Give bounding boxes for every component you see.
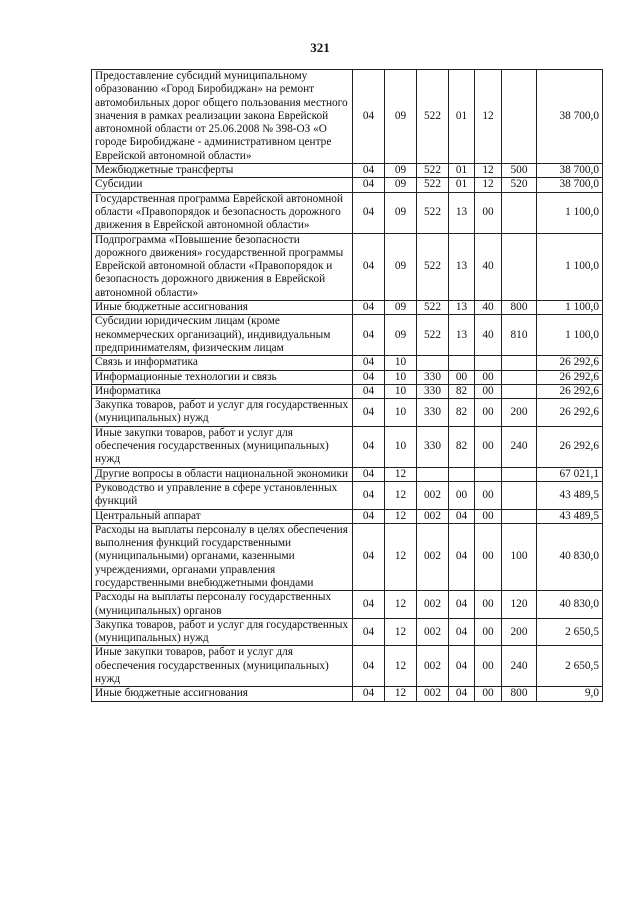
row-subsection-cell: 12 <box>385 523 417 590</box>
row-subsection-cell: 10 <box>385 356 417 370</box>
row-program-code-cell: 522 <box>417 178 449 192</box>
row-expense-type-cell <box>502 370 537 384</box>
row-subsection-cell: 09 <box>385 70 417 164</box>
row-name-cell: Другие вопросы в области национальной экономики <box>92 467 353 481</box>
row-name-cell: Иные бюджетные ассигнования <box>92 687 353 701</box>
table-row <box>92 426 603 467</box>
row-name-cell: Информационные технологии и связь <box>92 370 353 384</box>
row-name-cell: Закупка товаров, работ и услуг для государственных (муниципальных) нужд <box>92 618 353 646</box>
row-subprogram-code-cell: 04 <box>449 523 475 590</box>
table-row <box>92 399 603 427</box>
row-amount-cell: 26 292,6 <box>537 426 603 467</box>
row-program-code-cell: 002 <box>417 646 449 687</box>
row-program-code-cell: 522 <box>417 315 449 356</box>
row-amount-cell: 2 650,5 <box>537 646 603 687</box>
row-subsection-cell: 10 <box>385 399 417 427</box>
row-subsection-cell: 09 <box>385 192 417 233</box>
row-direction-code-cell: 00 <box>475 481 502 509</box>
row-section-cell: 04 <box>353 618 385 646</box>
row-name-cell: Центральный аппарат <box>92 509 353 523</box>
row-program-code-cell: 330 <box>417 384 449 398</box>
row-program-code-cell: 002 <box>417 481 449 509</box>
row-name-cell: Расходы на выплаты персоналу в целях обеспечения выполнения функций государственными (муниципальными) органами, казенными учреждениями, органами управления государственными внебюджетными фондами <box>92 523 353 590</box>
row-section-cell: 04 <box>353 315 385 356</box>
row-expense-type-cell: 200 <box>502 618 537 646</box>
row-name-cell: Иные закупки товаров, работ и услуг для обеспечения государственных (муниципальных) нужд <box>92 426 353 467</box>
row-subprogram-code-cell: 13 <box>449 233 475 300</box>
row-program-code-cell <box>417 356 449 370</box>
row-program-code-cell <box>417 467 449 481</box>
row-subsection-cell: 12 <box>385 687 417 701</box>
row-amount-cell: 1 100,0 <box>537 315 603 356</box>
row-program-code-cell: 002 <box>417 618 449 646</box>
row-expense-type-cell: 100 <box>502 523 537 590</box>
row-section-cell: 04 <box>353 178 385 192</box>
table-row <box>92 384 603 398</box>
row-program-code-cell: 522 <box>417 233 449 300</box>
row-subprogram-code-cell: 01 <box>449 70 475 164</box>
row-subsection-cell: 12 <box>385 481 417 509</box>
table-row <box>92 315 603 356</box>
row-expense-type-cell: 800 <box>502 301 537 315</box>
row-expense-type-cell: 240 <box>502 426 537 467</box>
row-section-cell: 04 <box>353 646 385 687</box>
table-row <box>92 70 603 164</box>
row-subsection-cell: 12 <box>385 646 417 687</box>
budget-table <box>91 69 603 702</box>
row-direction-code-cell: 00 <box>475 591 502 619</box>
row-direction-code-cell: 12 <box>475 164 502 178</box>
row-direction-code-cell: 00 <box>475 509 502 523</box>
row-section-cell: 04 <box>353 467 385 481</box>
row-subprogram-code-cell: 04 <box>449 646 475 687</box>
row-expense-type-cell <box>502 356 537 370</box>
row-section-cell: 04 <box>353 70 385 164</box>
row-section-cell: 04 <box>353 192 385 233</box>
row-section-cell: 04 <box>353 426 385 467</box>
row-direction-code-cell: 40 <box>475 301 502 315</box>
row-name-cell: Иные бюджетные ассигнования <box>92 301 353 315</box>
row-amount-cell: 1 100,0 <box>537 192 603 233</box>
row-program-code-cell: 522 <box>417 192 449 233</box>
row-expense-type-cell <box>502 70 537 164</box>
row-program-code-cell: 330 <box>417 426 449 467</box>
table-row <box>92 467 603 481</box>
row-subsection-cell: 12 <box>385 618 417 646</box>
row-direction-code-cell <box>475 356 502 370</box>
row-subsection-cell: 12 <box>385 591 417 619</box>
row-subprogram-code-cell: 04 <box>449 618 475 646</box>
row-subsection-cell: 10 <box>385 426 417 467</box>
row-expense-type-cell: 240 <box>502 646 537 687</box>
row-name-cell: Связь и информатика <box>92 356 353 370</box>
row-amount-cell: 1 100,0 <box>537 301 603 315</box>
row-direction-code-cell: 00 <box>475 370 502 384</box>
row-section-cell: 04 <box>353 164 385 178</box>
table-row <box>92 164 603 178</box>
row-program-code-cell: 330 <box>417 370 449 384</box>
table-row <box>92 233 603 300</box>
row-subprogram-code-cell: 13 <box>449 315 475 356</box>
row-expense-type-cell: 800 <box>502 687 537 701</box>
row-section-cell: 04 <box>353 509 385 523</box>
row-expense-type-cell <box>502 467 537 481</box>
row-subsection-cell: 12 <box>385 509 417 523</box>
row-subprogram-code-cell: 00 <box>449 481 475 509</box>
table-row <box>92 481 603 509</box>
table-row <box>92 370 603 384</box>
row-expense-type-cell <box>502 233 537 300</box>
table-row <box>92 178 603 192</box>
row-expense-type-cell: 520 <box>502 178 537 192</box>
row-direction-code-cell: 00 <box>475 523 502 590</box>
row-subprogram-code-cell: 04 <box>449 591 475 619</box>
row-amount-cell: 9,0 <box>537 687 603 701</box>
row-amount-cell: 40 830,0 <box>537 591 603 619</box>
row-expense-type-cell: 810 <box>502 315 537 356</box>
row-subprogram-code-cell: 04 <box>449 687 475 701</box>
row-name-cell: Субсидии юридическим лицам (кроме некоммерческих организаций), индивидуальным предпринимателям, физическим лицам <box>92 315 353 356</box>
row-direction-code-cell: 00 <box>475 426 502 467</box>
row-program-code-cell: 522 <box>417 70 449 164</box>
row-direction-code-cell: 00 <box>475 192 502 233</box>
row-subprogram-code-cell: 82 <box>449 399 475 427</box>
row-subprogram-code-cell <box>449 356 475 370</box>
row-direction-code-cell: 40 <box>475 315 502 356</box>
row-amount-cell: 26 292,6 <box>537 399 603 427</box>
row-section-cell: 04 <box>353 233 385 300</box>
row-direction-code-cell: 12 <box>475 178 502 192</box>
row-section-cell: 04 <box>353 591 385 619</box>
row-subprogram-code-cell: 01 <box>449 178 475 192</box>
row-section-cell: 04 <box>353 399 385 427</box>
row-amount-cell: 67 021,1 <box>537 467 603 481</box>
table-row <box>92 646 603 687</box>
row-amount-cell: 43 489,5 <box>537 509 603 523</box>
row-expense-type-cell: 200 <box>502 399 537 427</box>
row-program-code-cell: 002 <box>417 523 449 590</box>
row-amount-cell: 40 830,0 <box>537 523 603 590</box>
table-row <box>92 523 603 590</box>
row-amount-cell: 1 100,0 <box>537 233 603 300</box>
row-subprogram-code-cell: 01 <box>449 164 475 178</box>
budget-table-body <box>92 70 603 702</box>
row-amount-cell: 26 292,6 <box>537 356 603 370</box>
row-direction-code-cell <box>475 467 502 481</box>
row-amount-cell: 38 700,0 <box>537 178 603 192</box>
row-amount-cell: 38 700,0 <box>537 70 603 164</box>
row-name-cell: Закупка товаров, работ и услуг для государственных (муниципальных) нужд <box>92 399 353 427</box>
page-number: 321 <box>310 40 330 55</box>
row-amount-cell: 38 700,0 <box>537 164 603 178</box>
row-subsection-cell: 09 <box>385 301 417 315</box>
row-subprogram-code-cell: 13 <box>449 192 475 233</box>
table-row <box>92 356 603 370</box>
row-name-cell: Предоставление субсидий муниципальному образованию «Город Биробиджан» на ремонт автомобильных дорог общего пользования местного значения в рамках реализации закона Еврейской автономной области от 25.06.2008 № 398-ОЗ «О городе Биробиджане - административном центре Еврейской автономной области» <box>92 70 353 164</box>
table-row <box>92 192 603 233</box>
row-amount-cell: 43 489,5 <box>537 481 603 509</box>
row-section-cell: 04 <box>353 356 385 370</box>
row-section-cell: 04 <box>353 687 385 701</box>
table-row <box>92 618 603 646</box>
row-subsection-cell: 09 <box>385 315 417 356</box>
table-row <box>92 687 603 701</box>
row-name-cell: Расходы на выплаты персоналу государственных (муниципальных) органов <box>92 591 353 619</box>
row-section-cell: 04 <box>353 370 385 384</box>
row-subsection-cell: 10 <box>385 370 417 384</box>
row-expense-type-cell <box>502 509 537 523</box>
row-name-cell: Подпрограмма «Повышение безопасности дорожного движения» государственной программы Еврейской автономной области «Правопорядок и безопасность дорожного движения в Еврейской автономной области» <box>92 233 353 300</box>
table-row <box>92 591 603 619</box>
row-subprogram-code-cell: 82 <box>449 426 475 467</box>
row-section-cell: 04 <box>353 481 385 509</box>
row-section-cell: 04 <box>353 384 385 398</box>
row-direction-code-cell: 12 <box>475 70 502 164</box>
row-expense-type-cell <box>502 192 537 233</box>
row-amount-cell: 26 292,6 <box>537 384 603 398</box>
row-section-cell: 04 <box>353 523 385 590</box>
row-program-code-cell: 002 <box>417 509 449 523</box>
row-subsection-cell: 09 <box>385 178 417 192</box>
row-subsection-cell: 09 <box>385 164 417 178</box>
row-expense-type-cell <box>502 481 537 509</box>
row-program-code-cell: 002 <box>417 687 449 701</box>
row-subprogram-code-cell: 82 <box>449 384 475 398</box>
row-direction-code-cell: 00 <box>475 646 502 687</box>
row-subsection-cell: 12 <box>385 467 417 481</box>
row-section-cell: 04 <box>353 301 385 315</box>
row-program-code-cell: 522 <box>417 301 449 315</box>
table-row <box>92 301 603 315</box>
row-subsection-cell: 09 <box>385 233 417 300</box>
row-subprogram-code-cell: 00 <box>449 370 475 384</box>
row-expense-type-cell: 120 <box>502 591 537 619</box>
row-subsection-cell: 10 <box>385 384 417 398</box>
row-expense-type-cell <box>502 384 537 398</box>
row-name-cell: Информатика <box>92 384 353 398</box>
row-amount-cell: 2 650,5 <box>537 618 603 646</box>
row-direction-code-cell: 00 <box>475 384 502 398</box>
row-program-code-cell: 522 <box>417 164 449 178</box>
row-name-cell: Руководство и управление в сфере установленных функций <box>92 481 353 509</box>
row-direction-code-cell: 00 <box>475 399 502 427</box>
row-name-cell: Иные закупки товаров, работ и услуг для обеспечения государственных (муниципальных) нужд <box>92 646 353 687</box>
row-expense-type-cell: 500 <box>502 164 537 178</box>
row-subprogram-code-cell: 04 <box>449 509 475 523</box>
row-name-cell: Государственная программа Еврейской автономной области «Правопорядок и безопасность дорожного движения в Еврейской автономной области» <box>92 192 353 233</box>
row-subprogram-code-cell <box>449 467 475 481</box>
row-program-code-cell: 330 <box>417 399 449 427</box>
row-name-cell: Межбюджетные трансферты <box>92 164 353 178</box>
row-direction-code-cell: 00 <box>475 687 502 701</box>
row-subprogram-code-cell: 13 <box>449 301 475 315</box>
row-name-cell: Субсидии <box>92 178 353 192</box>
table-row <box>92 509 603 523</box>
row-direction-code-cell: 40 <box>475 233 502 300</box>
row-amount-cell: 26 292,6 <box>537 370 603 384</box>
row-direction-code-cell: 00 <box>475 618 502 646</box>
row-program-code-cell: 002 <box>417 591 449 619</box>
